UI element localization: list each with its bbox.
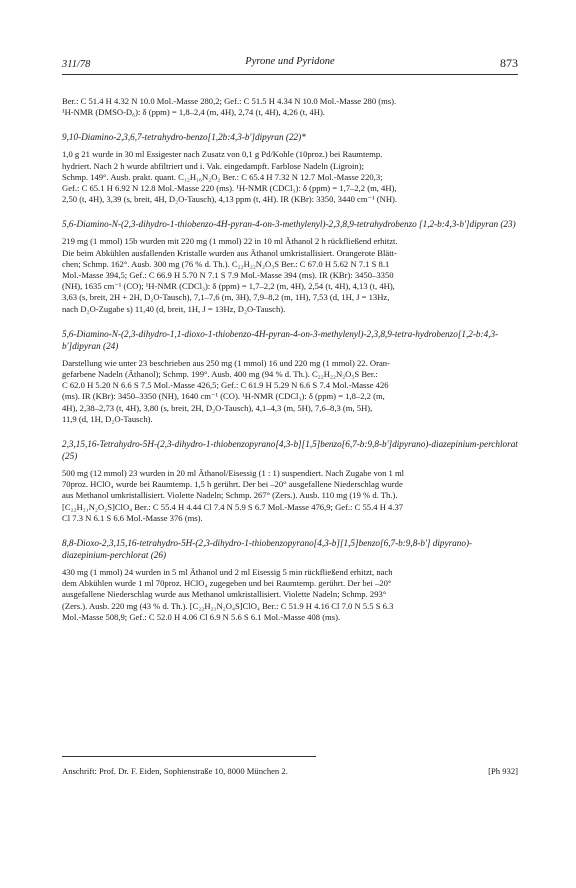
- entries: [62, 131, 518, 623]
- compound-title: 9,10-Diamino-2,3,6,7-tetrahydro-benzo[1,2b:4,3-b']dipyran (22)*: [62, 132, 306, 143]
- footnote-rule: [62, 756, 316, 757]
- compound-entry: [62, 218, 518, 314]
- journal-issue: 311/78: [62, 59, 91, 70]
- text-line: 430 mg (1 mmol) 24 wurden in 5 ml Äthanol und 2 ml Eisessig 5 min rückfließend erhitzt, nach: [62, 567, 393, 578]
- compound-entry: [62, 131, 518, 205]
- text-line: ausgefallene Niederschlag wurde aus Methanol umkristallisiert. Violette Nadeln; Schmp. 293°: [62, 589, 387, 600]
- compound-title: 5,6-Diamino-N-(2,3-dihydro-1,1-dioxo-1-thiobenzo-4H-pyran-4-on-3-methylenyl)-2,3,8,9-tetra-hydrobenzo[1,2-b:4,3-b']dipyran (24): [62, 328, 499, 351]
- text-line: 1,0 g 21 wurde in 30 ml Essigester nach Zusatz von 0,1 g Pd/Kohle (10proz.) bei Raumtemp.: [62, 149, 383, 160]
- author-address: Anschrift: Prof. Dr. F. Eiden, Sophienstraße 10, 8000 München 2.: [62, 766, 288, 776]
- intro-block: [62, 96, 518, 118]
- text-line: 219 mg (1 mmol) 15b wurden mit 220 mg (1 mmol) 22 in 10 ml Äthanol 2 h rückfließend erhitzt.: [62, 236, 398, 247]
- running-header: [62, 56, 518, 70]
- text-line: 2,50 (t, 4H), 3,39 (s, breit, 4H, D₂O-Tausch), 4,13 ppm (t, 4H). IR (KBr): 3350, 3440 cm⁻¹ (NH).: [62, 194, 398, 205]
- text-line: Schmp. 149°. Ausb. prakt. quant. C₁₂H₁₆N₂O₂ Ber.: C 65.4 H 7.32 N 12.7 Mol.-Masse 220,3;: [62, 171, 383, 182]
- text-line: Cl 7.3 N 6.1 S 6.6 Mol.-Masse 376 (ms).: [62, 512, 203, 523]
- text-line: hydriert. Nach 2 h wurde abfiltriert und i. Vak. eingedampft. Farblose Nadeln (Ligroin);: [62, 160, 364, 171]
- text-line: (Zers.). Ausb. 220 mg (43 % d. Th.). [C₂₂H₂₁N₂O₄S]ClO₄ Ber.: C 51.9 H 4.16 Cl 7.0 N 5.5 S 6.3: [62, 600, 394, 611]
- text-line: Ber.: C 51.4 H 4.32 N 10.0 Mol.-Masse 280,2; Gef.: C 51.5 H 4.34 N 10.0 Mol.-Masse 280 (ms).: [62, 96, 397, 106]
- body-text: [62, 96, 518, 623]
- text-line: ¹H-NMR (DMSO-D₆): δ (ppm) = 1,8–2,4 (m, 4H), 2,74 (t, 4H), 4,26 (t, 4H).: [62, 107, 325, 118]
- compound-entry: [62, 328, 518, 425]
- text-line: (ms). IR (KBr): 3450–3350 (NH), 1640 cm⁻¹ (CO). ¹H-NMR (CDCl₃): δ (ppm) = 1,8–2,2 (m,: [62, 391, 385, 402]
- text-line: Die beim Abkühlen ausfallenden Kristalle wurden aus Äthanol umkristallisiert. Orangerote Blätt-: [62, 247, 397, 258]
- text-line: nach D₂O-Zugabe s) 11,40 (d, breit, 1H, J = 13Hz, D₂O-Tausch).: [62, 303, 286, 314]
- text-line: chen; Schmp. 162°. Ausb. 300 mg (76 % d. Th.). C₂₂H₂₂N₂O₃S Ber.: C 67.0 H 5.62 N 7.1 S 8.1: [62, 258, 390, 269]
- text-line: Mol.-Masse 508,9; Gef.: C 52.0 H 4.06 Cl 6.9 N 5.6 S 6.1 Mol.-Masse 408 (ms).: [62, 611, 341, 622]
- page-number: 873: [500, 56, 518, 70]
- text-line: Mol.-Masse 394,5; Gef.: C 66.9 H 5.70 N 7.1 S 7.9 Mol.-Masse 394 (ms). IR (KBr): 3450–3350: [62, 270, 394, 281]
- text-line: Darstellung wie unter 23 beschrieben aus 250 mg (1 mmol) 16 und 220 mg (1 mmol) 22. Oran-: [62, 357, 390, 368]
- footer: [62, 766, 518, 776]
- text-line: 11,9 (d, 1H, D₂O-Tausch).: [62, 413, 153, 424]
- text-line: 70proz. HClO₄ wurde bei Raumtemp. 1,5 h gerührt. Der bei –20° ausgefallene Niederschlag wurde: [62, 479, 403, 490]
- header-rule: [62, 74, 518, 75]
- text-line: (NH), 1635 cm⁻¹ (CO); ¹H-NMR (CDCl₃): δ (ppm) = 1,7–2,2 (m, 4H), 2,54 (t, 4H), 4,13 (t, 4H),: [62, 281, 395, 292]
- running-title: Pyrone und Pyridone: [245, 56, 335, 67]
- text-line: dem Abkühlen wurde 1 ml 70proz. HClO₄ zugegeben und bei Raumtemp. gerührt. Der bei –20°: [62, 578, 392, 589]
- text-line: gefarbene Nadeln (Äthanol); Schmp. 199°. Ausb. 400 mg (94 % d. Th.). C₂₂H₂₂N₂O₅S Ber.:: [62, 369, 378, 380]
- text-line: 3,63 (s, breit, 2H + 2H, D₂O-Tausch), 7,1–7,6 (m, 3H), 7,9–8,2 (m, 1H), 7,53 (d, 1H, J = 13Hz,: [62, 292, 390, 303]
- text-line: 500 mg (12 mmol) 23 wurden in 20 ml Äthanol/Eisessig (1 : 1) suspendiert. Nach Zugabe von 1 ml: [62, 468, 405, 479]
- manuscript-code: [Ph 932]: [488, 766, 518, 776]
- text-line: C 62.0 H 5.20 N 6.6 S 7.5 Mol.-Masse 426,5; Gef.: C 61.9 H 5.29 N 6.6 S 7.4 Mol.-Masse 426: [62, 380, 389, 391]
- text-line: [C₂₂H₂₁N₂O₂S]ClO₄ Ber.: C 55.4 H 4.44 Cl 7.4 N 5.9 S 6.7 Mol.-Masse 476,9; Gef.: C 55.4 H 4.37: [62, 501, 404, 512]
- compound-title: 5,6-Diamino-N-(2,3-dihydro-1-thiobenzo-4H-pyran-4-on-3-methylenyl)-2,3,8,9-tetrahydrobenzo [1,2-b:4,3-b']dipyran (23): [62, 219, 516, 230]
- text-line: Gef.: C 65.1 H 6.92 N 12.8 Mol.-Masse 220 (ms). ¹H-NMR (CDCl₃): δ (ppm) = 1,7–2,2 (m, 4H),: [62, 183, 397, 194]
- compound-entry: [62, 537, 518, 623]
- text-line: 4H), 2,38–2,73 (t, 4H), 3,80 (s, breit, 2H, D₂O-Tausch), 4,1–4,3 (m, 5H), 7,6–8,3 (m, 5H),: [62, 402, 373, 413]
- compound-title: 2,3,15,16-Tetrahydro-5H-(2,3-dihydro-1-thiobenzopyrano[4,3-b][1,5]benzo[6,7-b:9,8-b']dipyrano)-diazepinium-perchlorat (25): [62, 439, 518, 462]
- compound-title: 8,8-Dioxo-2,3,15,16-tetrahydro-5H-(2,3-dihydro-1-thiobenzopyrano[4,3-b][1,5]benzo[6,7-b:9,8-b'] dipyrano)-diazepinium-perchlorat (26): [62, 538, 473, 561]
- compound-entry: [62, 438, 518, 524]
- text-line: aus Methanol umkristallisiert. Violette Nadeln; Schmp. 267° (Zers.). Ausb. 110 mg (19 % d. Th.).: [62, 490, 398, 501]
